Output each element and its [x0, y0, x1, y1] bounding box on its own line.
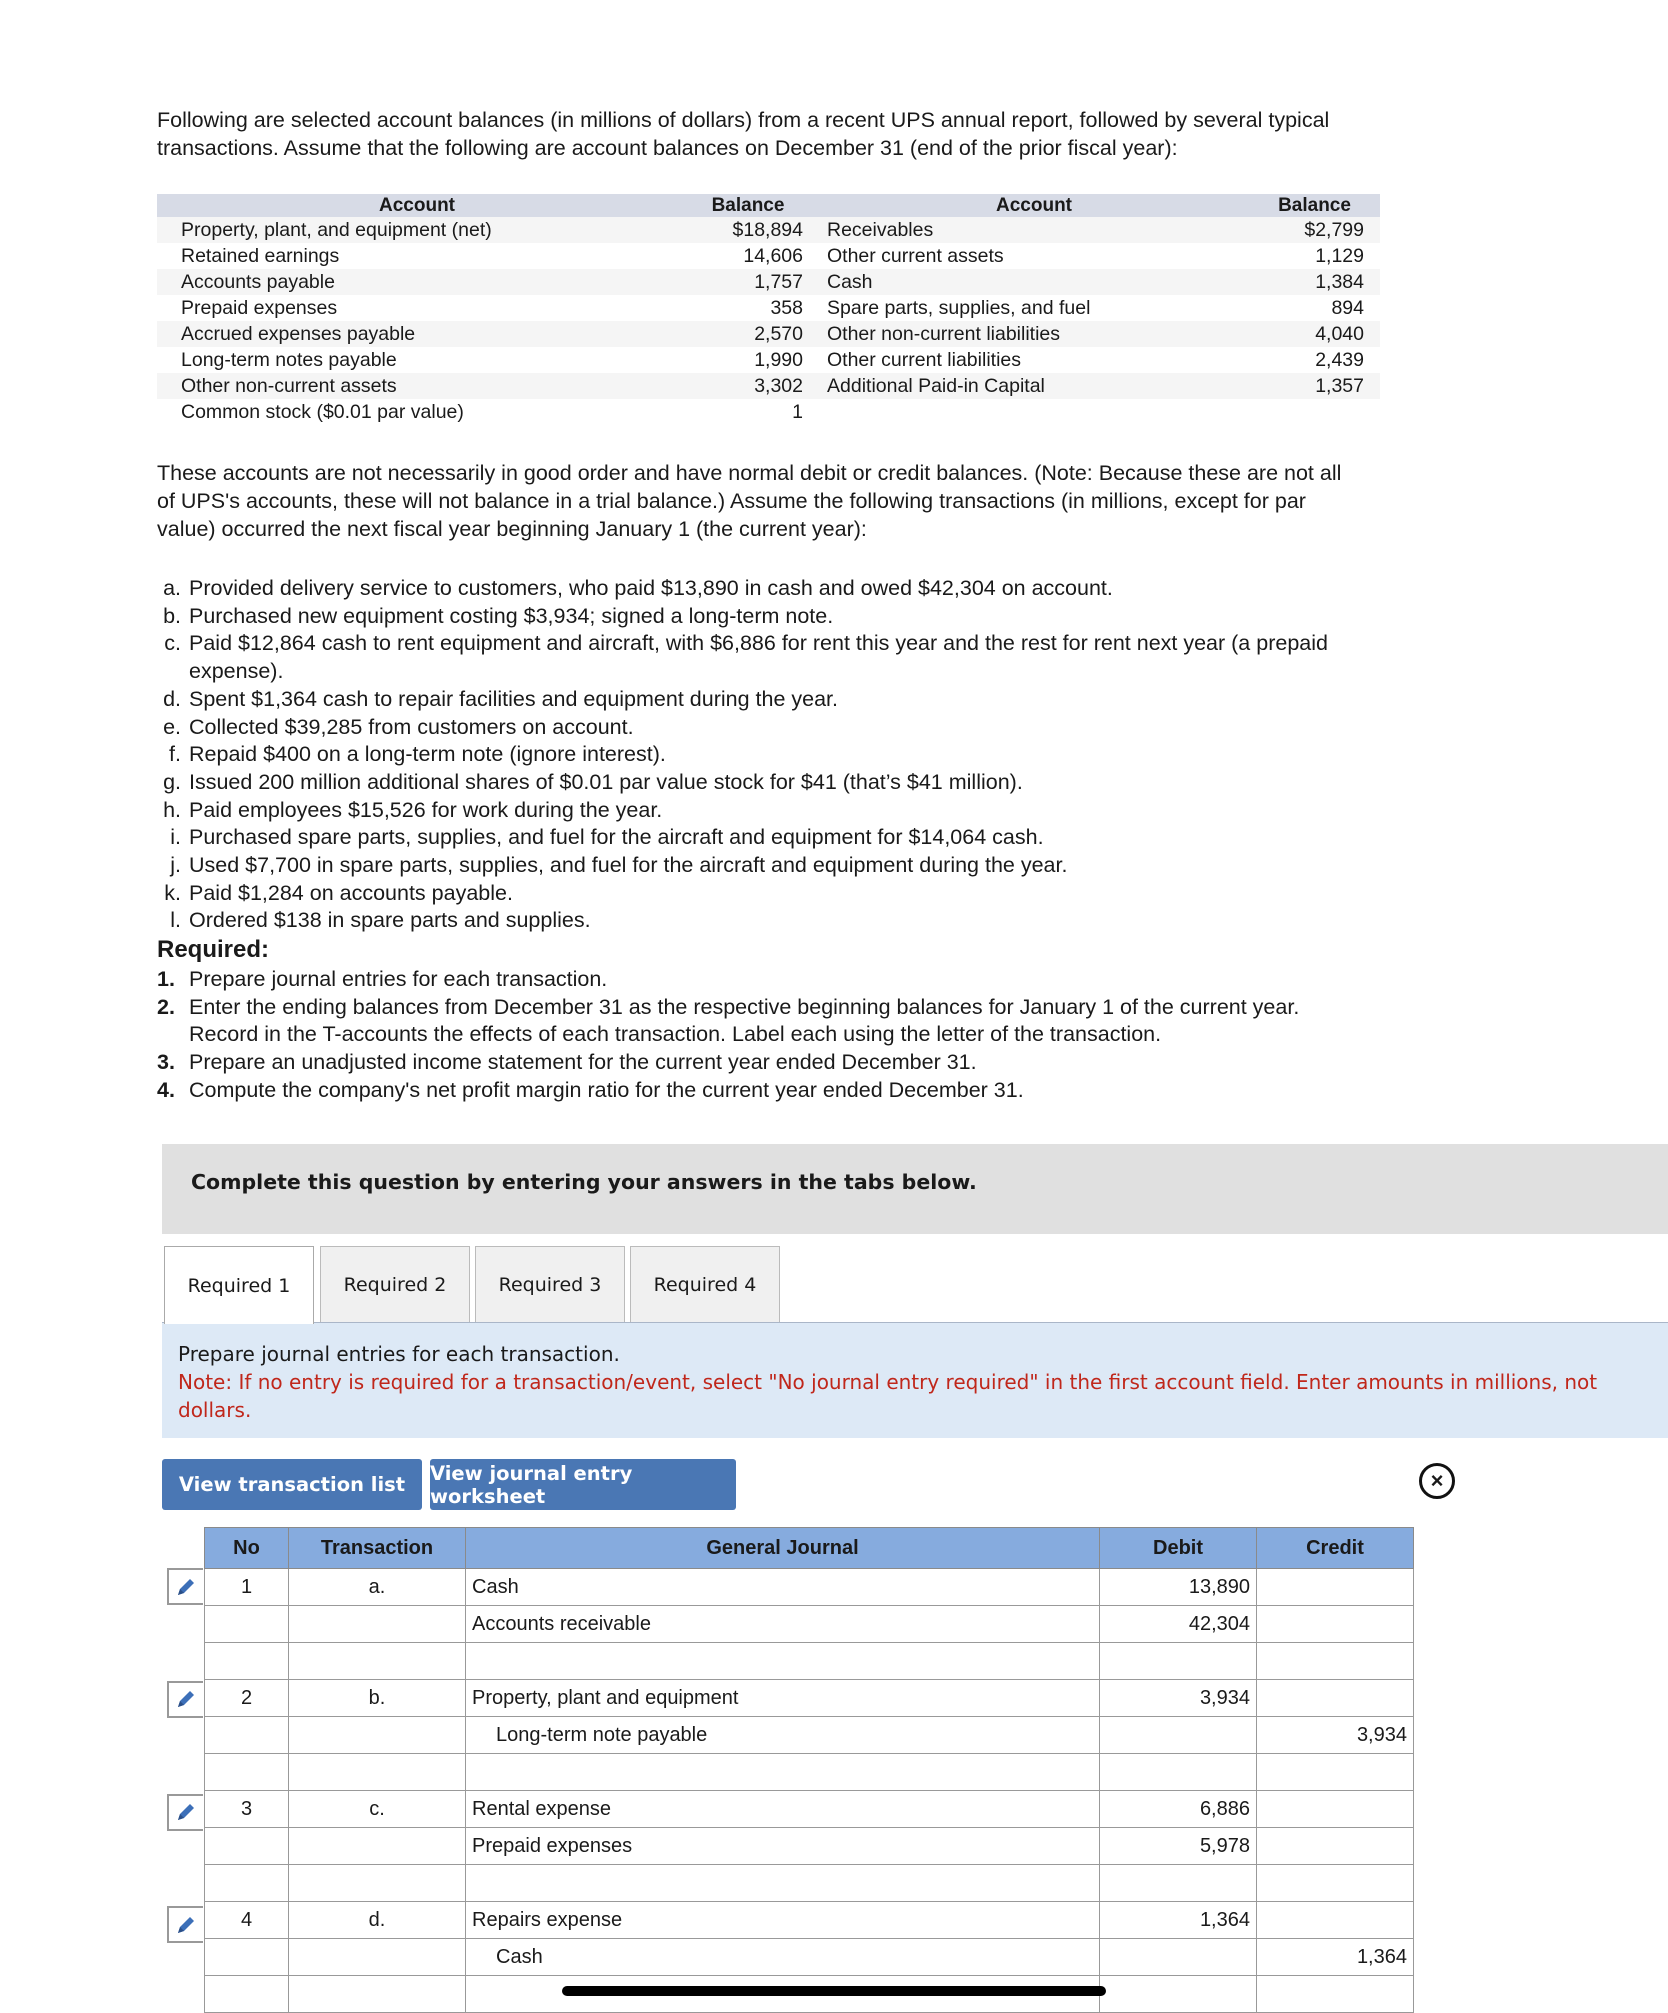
required-text: Prepare an unadjusted income statement for the current year ended December 31. [189, 1050, 977, 1075]
account-field[interactable] [466, 1643, 1100, 1680]
transaction-letter: b. [163, 603, 181, 628]
blank-cell [289, 1643, 466, 1680]
required-heading: Required: [157, 936, 270, 963]
transaction-text: Purchased new equipment costing $3,934; signed a long-term note. [189, 603, 834, 628]
tab-required-1[interactable]: Required 1 [164, 1246, 314, 1324]
credit-field[interactable] [1257, 1606, 1414, 1643]
required-item [157, 1049, 1357, 1077]
transaction-item [157, 797, 1357, 825]
account-balance: 1,384 [1249, 269, 1380, 295]
debit-field[interactable] [1100, 1865, 1257, 1902]
entry-number: 2 [205, 1680, 289, 1717]
account-field[interactable] [466, 1754, 1100, 1791]
account-balance: $2,799 [1249, 217, 1380, 243]
entry-number: 4 [205, 1902, 289, 1939]
required-text: Compute the company's net profit margin ratio for the current year ended December 31. [189, 1077, 1024, 1102]
transaction-item [157, 880, 1357, 908]
balance-row [157, 295, 1380, 321]
transaction-letter: i. [170, 825, 181, 850]
transaction-text: Provided delivery service to customers, who paid $13,890 in cash and owed $42,304 on account. [189, 576, 1113, 600]
view-transaction-list-button[interactable]: View transaction list [162, 1459, 422, 1510]
account-field[interactable]: Repairs expense [466, 1902, 1100, 1939]
transaction-text: Paid employees $15,526 for work during the year. [189, 797, 663, 822]
tab-required-4[interactable]: Required 4 [630, 1246, 780, 1322]
required-number: 1. [157, 967, 175, 991]
account-name: Other current liabilities [819, 347, 1249, 373]
transaction-letter: f. [169, 742, 181, 767]
account-balance: 3,302 [677, 373, 819, 399]
account-name: Retained earnings [157, 243, 677, 269]
balance-row [157, 347, 1380, 373]
transaction-letter [289, 1717, 466, 1754]
credit-field[interactable] [1257, 1902, 1414, 1939]
balance-row [157, 217, 1380, 243]
transaction-text: Purchased spare parts, supplies, and fuel for the aircraft and equipment for $14,064 cash. [189, 825, 1044, 850]
transaction-letter: b. [289, 1680, 466, 1717]
instructions-panel [162, 1323, 1668, 1438]
balance-row [157, 269, 1380, 295]
close-icon[interactable]: × [1419, 1463, 1455, 1499]
entry-number [205, 1939, 289, 1976]
transaction-item [157, 575, 1357, 603]
balances-table [157, 194, 1380, 425]
account-balance: 358 [677, 295, 819, 321]
transaction-item [157, 603, 1357, 631]
debit-field[interactable] [1100, 1643, 1257, 1680]
balance-row [157, 399, 1380, 425]
transaction-item [157, 686, 1357, 714]
transaction-letter: a. [163, 576, 181, 600]
transaction-letter [289, 1828, 466, 1865]
transaction-text: Repaid $400 on a long-term note (ignore interest). [189, 742, 666, 767]
transaction-list [157, 575, 1357, 935]
credit-field[interactable] [1257, 1865, 1414, 1902]
blank-cell [205, 1643, 289, 1680]
col-debit: Debit [1100, 1528, 1257, 1569]
col-general-journal: General Journal [466, 1528, 1100, 1569]
required-text: Enter the ending balances from December 31 as the respective beginning balances for January 1 of the current year. Record in the T-accounts the effects of each transaction. Label each using the letter of the transaction. [189, 994, 1300, 1047]
account-name: Spare parts, supplies, and fuel [819, 295, 1249, 321]
edit-pencil-icon[interactable] [167, 1681, 203, 1718]
account-name: Cash [819, 269, 1249, 295]
blank-cell [205, 1754, 289, 1791]
edit-pencil-icon[interactable] [167, 1568, 203, 1605]
transaction-item [157, 630, 1357, 685]
account-balance [1249, 399, 1380, 425]
transaction-text: Issued 200 million additional shares of $0.01 par value stock for $41 (that’s $41 million). [189, 769, 1023, 794]
account-field[interactable] [466, 1865, 1100, 1902]
account-balance: 894 [1249, 295, 1380, 321]
transaction-text: Used $7,700 in spare parts, supplies, and fuel for the aircraft and equipment during the year. [189, 853, 1068, 878]
col-balance-2: Balance [1249, 194, 1380, 217]
credit-field[interactable]: 3,934 [1257, 1717, 1414, 1754]
journal-row [205, 1939, 1414, 1976]
account-name: Prepaid expenses [157, 295, 677, 321]
entry-number [205, 1828, 289, 1865]
col-account: Account [157, 194, 677, 217]
required-item [157, 994, 1357, 1049]
transactions-intro: These accounts are not necessarily in good order and have normal debit or credit balances. (Note: Because these are not all of UPS's accounts, these will not balance in a trial balance.) Assume the following transactions (in millions, except for par value) occurred the next fiscal year beginning January 1 (the current year): [157, 461, 1342, 541]
transaction-item [157, 714, 1357, 742]
account-name: Other non-current liabilities [819, 321, 1249, 347]
instruction-note: Note: If no entry is required for a transaction/event, select "No journal entry required" in the first account field. Enter amounts in millions, not dollars. [178, 1370, 1598, 1422]
account-balance: 2,570 [677, 321, 819, 347]
entry-number: 3 [205, 1791, 289, 1828]
account-name: Other current assets [819, 243, 1249, 269]
required-list [157, 966, 1357, 1105]
account-field[interactable]: Property, plant and equipment [466, 1680, 1100, 1717]
transaction-text: Spent $1,364 cash to repair facilities and equipment during the year. [189, 686, 838, 711]
journal-row [205, 1606, 1414, 1643]
account-name: Long-term notes payable [157, 347, 677, 373]
account-name: Additional Paid-in Capital [819, 373, 1249, 399]
instruction-box [162, 1144, 1668, 1234]
col-account-2: Account [819, 194, 1249, 217]
transaction-letter: c. [164, 631, 181, 656]
account-field[interactable]: Rental expense [466, 1791, 1100, 1828]
general-journal-table [204, 1527, 1414, 2013]
transaction-letter: e. [163, 714, 181, 739]
home-indicator-bar [562, 1986, 1106, 1996]
account-name: Accounts payable [157, 269, 677, 295]
transaction-letter: l. [170, 908, 181, 933]
balance-row [157, 321, 1380, 347]
account-balance: 1,357 [1249, 373, 1380, 399]
blank-cell [205, 1976, 289, 2013]
view-journal-entry-worksheet-button[interactable]: View journal entry worksheet [430, 1459, 736, 1510]
required-item [157, 1077, 1357, 1105]
transaction-item [157, 907, 1357, 935]
tab-required-2[interactable]: Required 2 [320, 1246, 470, 1322]
account-balance: 4,040 [1249, 321, 1380, 347]
transaction-letter: k. [164, 880, 181, 905]
required-number: 4. [157, 1077, 175, 1102]
required-number: 2. [157, 994, 175, 1019]
balance-row [157, 243, 1380, 269]
account-name: Common stock ($0.01 par value) [157, 399, 677, 425]
account-field[interactable]: Cash [466, 1939, 1100, 1976]
account-name: Other non-current assets [157, 373, 677, 399]
credit-field[interactable] [1257, 1791, 1414, 1828]
entry-number [205, 1606, 289, 1643]
debit-field[interactable] [1100, 1754, 1257, 1791]
account-balance: 1,757 [677, 269, 819, 295]
transaction-letter: c. [289, 1791, 466, 1828]
edit-pencil-icon[interactable] [167, 1906, 203, 1943]
transaction-letter: d. [163, 686, 181, 711]
edit-pencil-icon[interactable] [167, 1794, 203, 1831]
credit-field[interactable] [1257, 1643, 1414, 1680]
credit-field[interactable] [1257, 1680, 1414, 1717]
journal-blank-row [205, 1865, 1414, 1902]
transaction-text: Collected $39,285 from customers on account. [189, 714, 634, 739]
balances-header-row [157, 194, 1380, 217]
account-field[interactable]: Long-term note payable [466, 1717, 1100, 1754]
account-name [819, 399, 1249, 425]
debit-field[interactable]: 5,978 [1100, 1828, 1257, 1865]
transaction-letter: a. [289, 1569, 466, 1606]
col-transaction: Transaction [289, 1528, 466, 1569]
journal-row [205, 1902, 1414, 1939]
transaction-item [157, 741, 1357, 769]
debit-field[interactable]: 3,934 [1100, 1680, 1257, 1717]
debit-field[interactable]: 6,886 [1100, 1791, 1257, 1828]
transaction-letter: d. [289, 1902, 466, 1939]
col-no: No [205, 1528, 289, 1569]
account-field[interactable]: Cash [466, 1569, 1100, 1606]
credit-field[interactable] [1257, 1754, 1414, 1791]
instruction-line: Prepare journal entries for each transaction. [178, 1342, 620, 1366]
transaction-text: Paid $12,864 cash to rent equipment and aircraft, with $6,886 for rent this year and the rest for rent next year (a prepaid expense). [189, 631, 1328, 684]
credit-field[interactable] [1257, 1569, 1414, 1606]
journal-row [205, 1680, 1414, 1717]
debit-field[interactable] [1100, 1976, 1257, 2013]
col-credit: Credit [1257, 1528, 1414, 1569]
transaction-item [157, 824, 1357, 852]
intro-text: Following are selected account balances (in millions of dollars) from a recent UPS annual report, followed by several typical transactions. Assume that the following are account balances on December 31 (end of the prior fiscal year): [157, 108, 1330, 160]
blank-cell [289, 1865, 466, 1902]
required-item [157, 966, 1357, 994]
entry-number [205, 1717, 289, 1754]
account-balance: 2,439 [1249, 347, 1380, 373]
transaction-text: Ordered $138 in spare parts and supplies. [189, 908, 591, 933]
transaction-item [157, 769, 1357, 797]
journal-blank-row [205, 1754, 1414, 1791]
credit-field[interactable] [1257, 1976, 1414, 2013]
balance-row [157, 373, 1380, 399]
blank-cell [289, 1976, 466, 2013]
account-name: Receivables [819, 217, 1249, 243]
account-field[interactable]: Prepaid expenses [466, 1828, 1100, 1865]
account-balance: 1 [677, 399, 819, 425]
transaction-letter [289, 1606, 466, 1643]
account-name: Accrued expenses payable [157, 321, 677, 347]
debit-field[interactable]: 13,890 [1100, 1569, 1257, 1606]
credit-field[interactable] [1257, 1828, 1414, 1865]
debit-field[interactable]: 42,304 [1100, 1606, 1257, 1643]
debit-field[interactable] [1100, 1717, 1257, 1754]
journal-row [205, 1791, 1414, 1828]
debit-field[interactable]: 1,364 [1100, 1902, 1257, 1939]
required-text: Prepare journal entries for each transaction. [189, 967, 608, 991]
instruction-text: Complete this question by entering your answers in the tabs below. [191, 1170, 977, 1194]
tab-required-3[interactable]: Required 3 [475, 1246, 625, 1322]
blank-cell [205, 1865, 289, 1902]
credit-field[interactable]: 1,364 [1257, 1939, 1414, 1976]
journal-row [205, 1828, 1414, 1865]
journal-row [205, 1569, 1414, 1606]
account-name: Property, plant, and equipment (net) [157, 217, 677, 243]
account-balance: 1,990 [677, 347, 819, 373]
transaction-letter: h. [163, 797, 181, 822]
account-balance: 1,129 [1249, 243, 1380, 269]
transaction-letter: j. [170, 853, 181, 878]
journal-header-row [205, 1528, 1414, 1569]
account-balance: $18,894 [677, 217, 819, 243]
transaction-text: Paid $1,284 on accounts payable. [189, 880, 513, 905]
required-number: 3. [157, 1050, 175, 1075]
account-balance: 14,606 [677, 243, 819, 269]
journal-row [205, 1717, 1414, 1754]
journal-blank-row [205, 1643, 1414, 1680]
debit-field[interactable] [1100, 1939, 1257, 1976]
col-balance: Balance [677, 194, 819, 217]
blank-cell [289, 1754, 466, 1791]
account-field[interactable]: Accounts receivable [466, 1606, 1100, 1643]
transaction-item [157, 852, 1357, 880]
transaction-letter [289, 1939, 466, 1976]
transaction-letter: g. [163, 769, 181, 794]
entry-number: 1 [205, 1569, 289, 1606]
